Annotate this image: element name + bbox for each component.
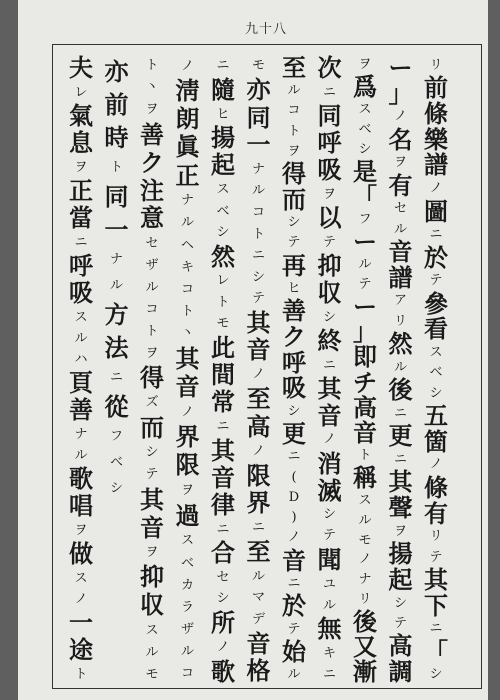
text-column: 夫 レ 氣 息 ヲ 正 當 ニ 呼 吸 ス ル ハ 頁 善 ナ ル 歌 唱 ヲ 做 ス ノ 一 途 ト [69, 55, 93, 682]
text-column: リ 前 條 樂 譜 ノ 圖 ニ 於 テ 參 看 ス ベ シ 五 箇 ノ 條 有 リ テ 其 下 ニ 「 シ [424, 57, 448, 683]
text-column: モ 亦 同 一 ナ ル コ ト ニ シ テ 其 音 ノ 至 高 ノ 限 界 ニ 至 ル マ デ 音 格 [246, 58, 271, 685]
page-number: 九十八 [244, 22, 287, 37]
text-column: ニ 隨 ヒ 揚 起 ス ベ シ 然 レ ト モ 此 間 常 ニ 其 音 律 ニ 合 セ シ 所 ノ 歌 [211, 58, 235, 685]
text-column: 亦 前 時 ト 同 一 ナ ル 方 法 ニ 從 フ ベ シ [104, 56, 129, 496]
text-column: ヲ 爲 ス ベ シ 是 「 フ ー ル テ ー 」 即 チ 高 音 ト 稱 ス ル モ ノ ナ リ 後 又 漸 [353, 57, 377, 685]
text-column: 次 ニ 同 呼 吸 ヲ 以 テ 抑 収 シ 終 ニ 其 音 ノ 消 滅 シ テ 聞 ユ ル 無 キ ニ [317, 55, 342, 682]
book-page [18, 0, 488, 700]
text-column: ー 」 ノ 名 ヲ 有 セ ル 音 譜 ア リ 然 ル 後 ニ 更 ニ 其 聲 ヲ 揚 起 シ テ 高 調 [388, 55, 413, 685]
text-column: 至 ル コ ト ヲ 得 而 シ テ 再 ヒ 善 ク 呼 吸 シ 更 ニ ( D ) ノ 音 ニ 於 テ 始 ル [282, 55, 306, 683]
text-column: ト 丶 ヲ 善 ク 注 意 セ ザ ル コ ト ヲ 得 ズ 而 シ テ 其 音 ヲ 抑 収 ス ル モ [140, 58, 164, 682]
text-column: ノ 淸 朗 眞 正 ナ ル ヘ キ コ ト 丶 其 音 ノ 界 限 ヲ 過 ス ベ カ ラ ザ ル コ [175, 58, 200, 682]
